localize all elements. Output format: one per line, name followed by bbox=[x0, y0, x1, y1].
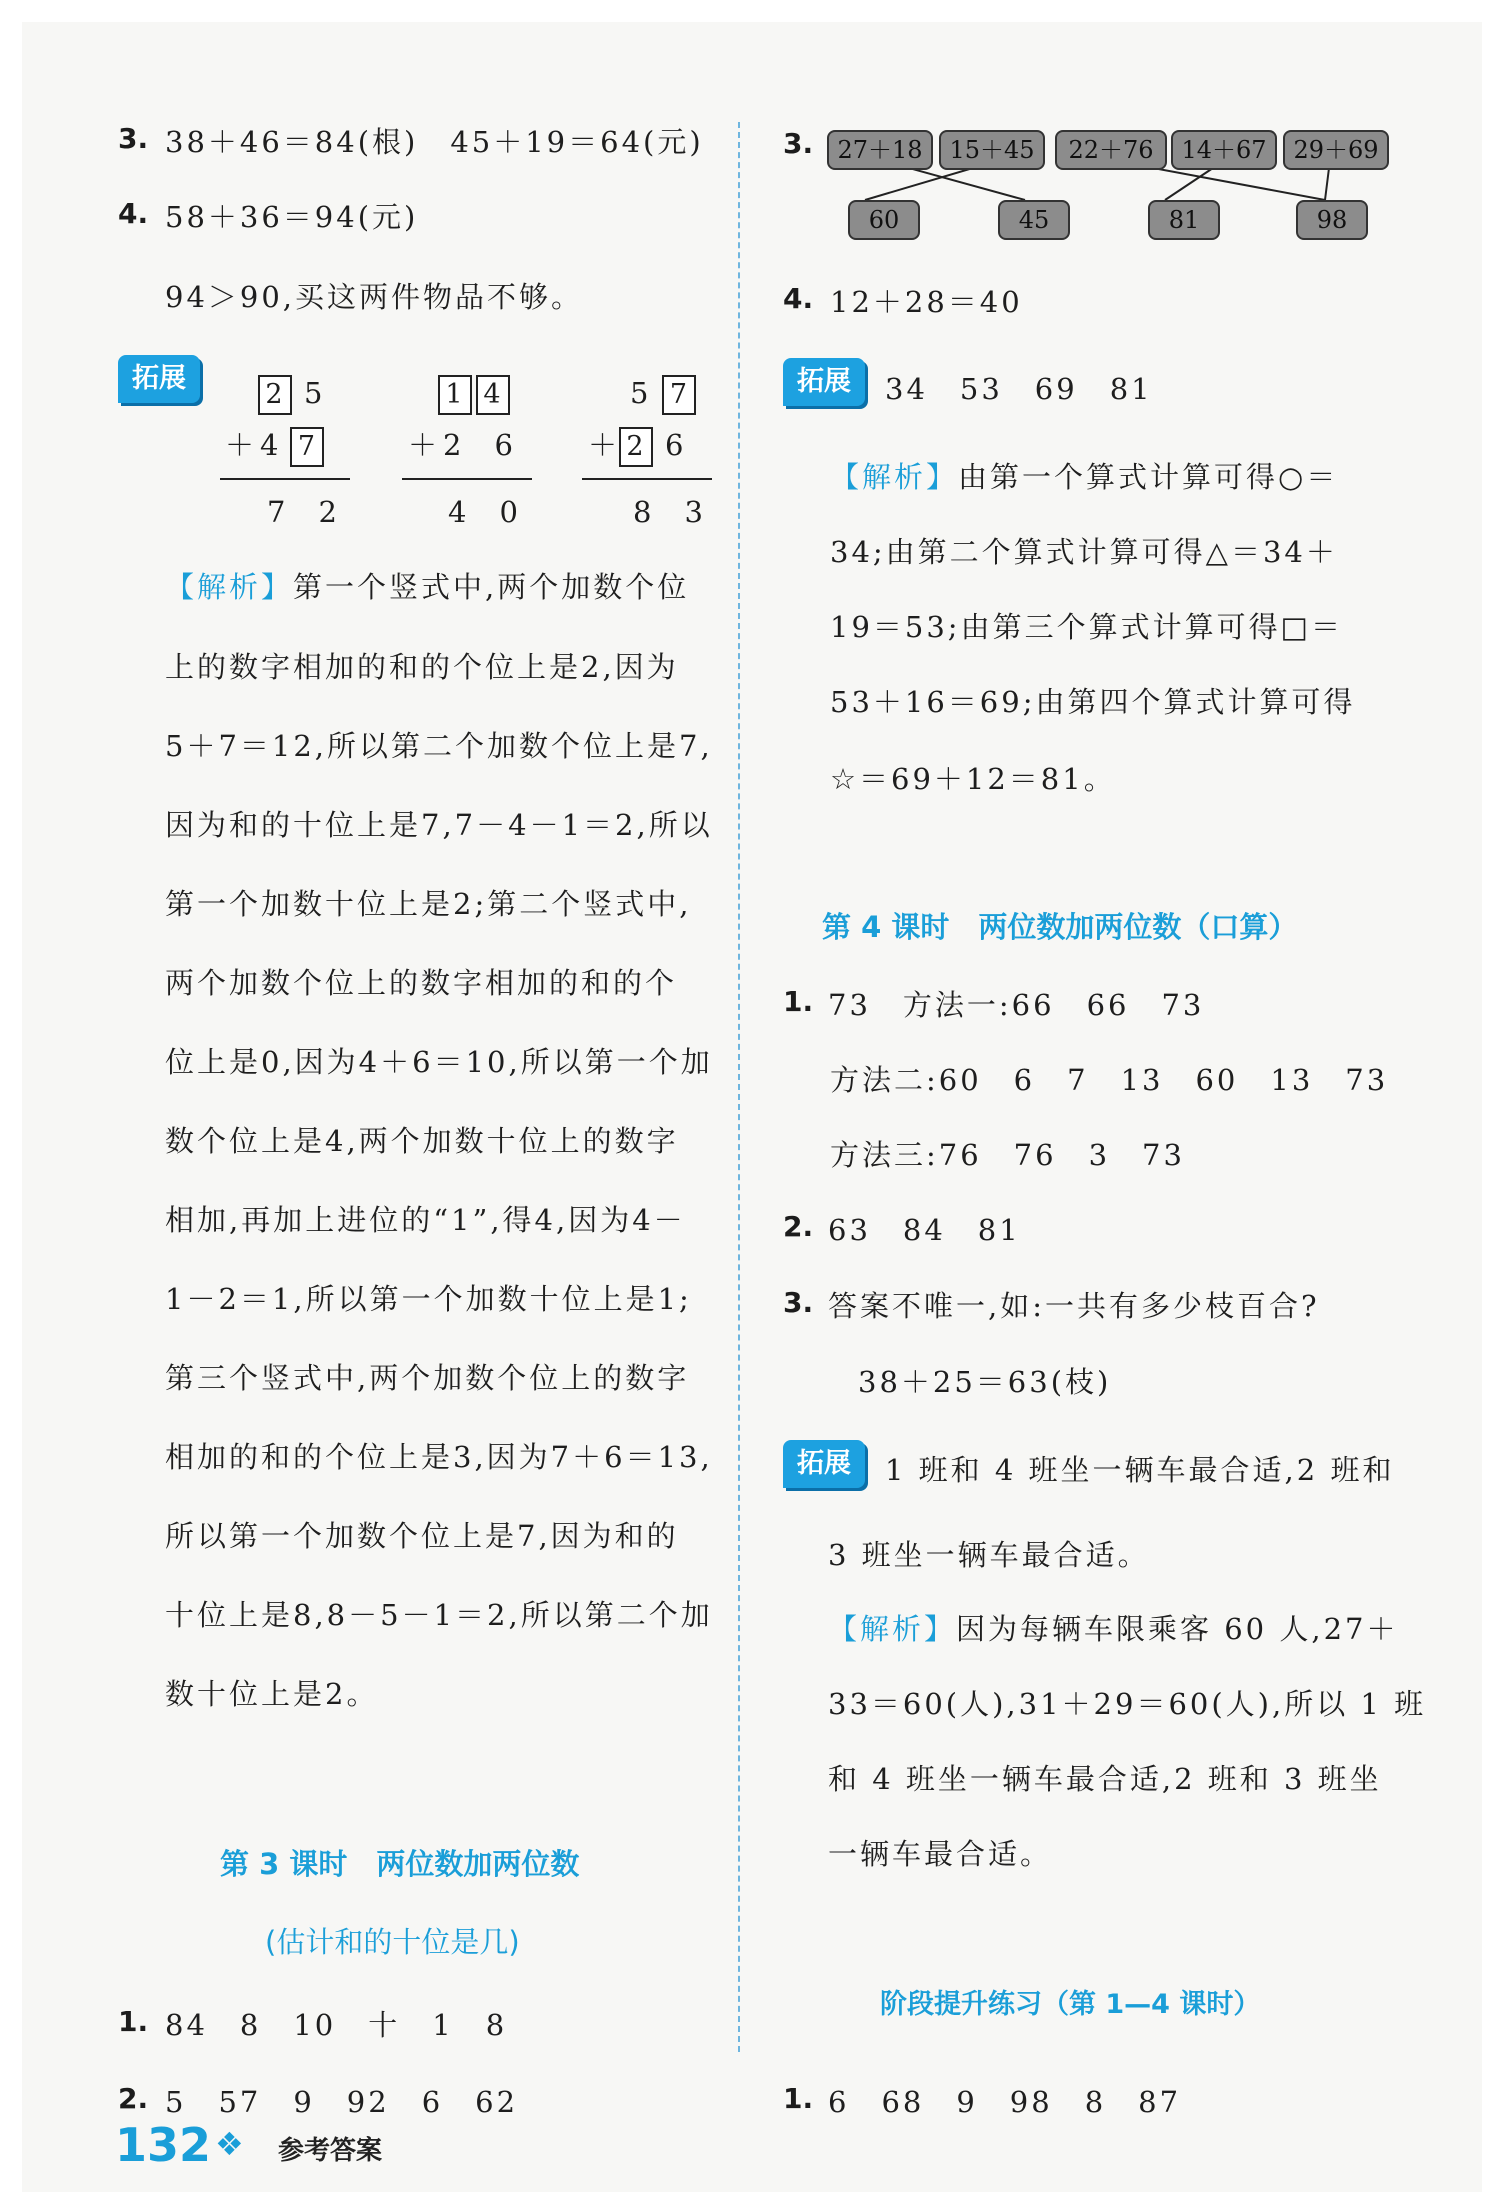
analysis-line: 十位上是8,8－5－1＝2,所以第二个加 bbox=[165, 1598, 713, 1632]
digit: 5 bbox=[630, 376, 651, 410]
sum-card: 81 bbox=[1148, 200, 1220, 240]
answer-text: 方法二:60 6 7 13 60 13 73 bbox=[830, 1063, 1389, 1097]
analysis-line: 位上是0,因为4＋6＝10,所以第一个加 bbox=[165, 1045, 713, 1079]
analysis-line: 【解析】因为每辆车限乘客 60 人,27＋ bbox=[828, 1612, 1399, 1646]
answer-text: 94＞90,买这两件物品不够。 bbox=[165, 280, 584, 314]
analysis-line: 一辆车最合适。 bbox=[828, 1837, 1053, 1871]
analysis-line: 53＋16＝69;由第四个算式计算可得 bbox=[830, 685, 1356, 719]
answer-text: 34 53 69 81 bbox=[885, 372, 1153, 406]
digit: 4 bbox=[260, 428, 281, 462]
expression-card: 15＋45 bbox=[939, 130, 1045, 170]
expression-card: 14＋67 bbox=[1171, 130, 1277, 170]
digit: 5 bbox=[304, 376, 325, 410]
digit-box: 7 bbox=[662, 375, 696, 415]
expression-card: 27＋18 bbox=[827, 130, 933, 170]
analysis-line: 两个加数个位上的数字相加的和的个 bbox=[165, 966, 678, 1000]
analysis-line: 和 4 班坐一辆车最合适,2 班和 3 班坐 bbox=[828, 1762, 1382, 1796]
diamond-icon: ❖ bbox=[215, 2125, 244, 2163]
question-number: 3. bbox=[783, 127, 814, 160]
answer-text: 方法三:76 76 3 73 bbox=[830, 1138, 1185, 1172]
expression-card: 22＋76 bbox=[1055, 130, 1167, 170]
plus-sign: ＋ bbox=[408, 428, 440, 462]
analysis-tag: 【解析】 bbox=[828, 1612, 957, 1646]
analysis-line: 相加,再加上进位的“1”,得4,因为4－ bbox=[165, 1203, 686, 1237]
analysis-line: 5＋7＝12,所以第二个加数个位上是7, bbox=[165, 729, 713, 763]
analysis-line: 数十位上是2。 bbox=[165, 1677, 379, 1711]
sum-card: 45 bbox=[998, 200, 1070, 240]
question-number: 2. bbox=[783, 1210, 814, 1243]
expression-card: 29＋69 bbox=[1283, 130, 1389, 170]
question-number: 1. bbox=[783, 985, 814, 1018]
analysis-line: 【解析】由第一个算式计算可得○＝ bbox=[830, 460, 1339, 494]
analysis-line: 第三个竖式中,两个加数个位上的数字 bbox=[165, 1361, 690, 1395]
digit-box: 2 bbox=[258, 375, 292, 415]
question-number: 1. bbox=[118, 2005, 149, 2038]
answer-text: 答案不唯一,如:一共有多少枝百合? bbox=[828, 1289, 1320, 1323]
question-number: 3. bbox=[783, 1286, 814, 1319]
answer-text: 12＋28＝40 bbox=[830, 285, 1023, 319]
analysis-line: 因为和的十位上是7,7－4－1＝2,所以 bbox=[165, 808, 713, 842]
footer-label: 参考答案 bbox=[278, 2136, 383, 2166]
sum: 7 2 bbox=[267, 495, 339, 529]
digit: 6 bbox=[665, 428, 686, 462]
lesson-4-title: 第 4 课时 两位数加两位数（口算） bbox=[822, 910, 1298, 944]
answer-text: 63 84 81 bbox=[828, 1213, 1021, 1247]
sum: 8 3 bbox=[633, 495, 705, 529]
analysis-line: 33＝60(人),31＋29＝60(人),所以 1 班 bbox=[828, 1687, 1427, 1721]
tuozhan-badge: 拓展 bbox=[783, 358, 865, 406]
analysis-line: 所以第一个加数个位上是7,因为和的 bbox=[165, 1519, 679, 1553]
page-number: 132 bbox=[115, 2118, 212, 2172]
question-number: 2. bbox=[118, 2082, 149, 2115]
analysis-line: 数个位上是4,两个加数十位上的数字 bbox=[165, 1124, 679, 1158]
analysis-line: 相加的和的个位上是3,因为7＋6＝13, bbox=[165, 1440, 713, 1474]
plus-sign: ＋ bbox=[225, 428, 257, 462]
analysis-line: 34;由第二个算式计算可得△＝34＋ bbox=[830, 535, 1338, 569]
analysis-line: 【解析】第一个竖式中,两个加数个位 bbox=[165, 570, 690, 604]
analysis-line: 1－2＝1,所以第一个加数十位上是1; bbox=[165, 1282, 692, 1316]
digit-box: 2 bbox=[619, 427, 653, 467]
answer-text: 73 方法一:66 66 73 bbox=[828, 988, 1205, 1022]
question-number: 4. bbox=[783, 282, 814, 315]
answer-text: 58＋36＝94(元) bbox=[165, 200, 419, 234]
question-number: 4. bbox=[118, 197, 149, 230]
sum: 4 0 bbox=[448, 495, 520, 529]
sum-card: 98 bbox=[1296, 200, 1368, 240]
analysis-line: 19＝53;由第三个算式计算可得□＝ bbox=[830, 610, 1343, 644]
column-divider bbox=[738, 122, 740, 2052]
analysis-line: ☆＝69＋12＝81。 bbox=[830, 762, 1116, 796]
stage-practice-title: 阶段提升练习（第 1—4 课时） bbox=[880, 1989, 1261, 2020]
answer-text: 84 8 10 十 1 8 bbox=[165, 2008, 508, 2042]
analysis-line: 上的数字相加的和的个位上是2,因为 bbox=[165, 650, 679, 684]
tuozhan-badge: 拓展 bbox=[118, 355, 200, 403]
question-number: 1. bbox=[783, 2082, 814, 2115]
lesson-3-subtitle: (估计和的十位是几) bbox=[265, 1925, 520, 1959]
answer-text: 38＋46＝84(根) 45＋19＝64(元) bbox=[165, 125, 704, 159]
analysis-tag: 【解析】 bbox=[165, 570, 294, 604]
answer-text: 1 班和 4 班坐一辆车最合适,2 班和 bbox=[885, 1453, 1395, 1487]
tuozhan-badge: 拓展 bbox=[783, 1440, 865, 1488]
sum-card: 60 bbox=[848, 200, 920, 240]
addend: 2 6 bbox=[443, 428, 515, 462]
answer-text: 3 班坐一辆车最合适。 bbox=[828, 1538, 1150, 1572]
analysis-tag: 【解析】 bbox=[830, 460, 959, 494]
plus-sign: ＋ bbox=[588, 428, 620, 462]
digit-box: 7 bbox=[290, 427, 324, 467]
lesson-3-title: 第 3 课时 两位数加两位数 bbox=[220, 1847, 580, 1881]
answer-text: 38＋25＝63(枝) bbox=[858, 1365, 1112, 1399]
analysis-line: 第一个加数十位上是2;第二个竖式中, bbox=[165, 887, 692, 921]
question-number: 3. bbox=[118, 122, 149, 155]
answer-text: 5 57 9 92 6 62 bbox=[165, 2085, 519, 2119]
digit-box: 4 bbox=[476, 375, 510, 415]
digit-box: 1 bbox=[438, 375, 472, 415]
answer-text: 6 68 9 98 8 87 bbox=[828, 2085, 1182, 2119]
